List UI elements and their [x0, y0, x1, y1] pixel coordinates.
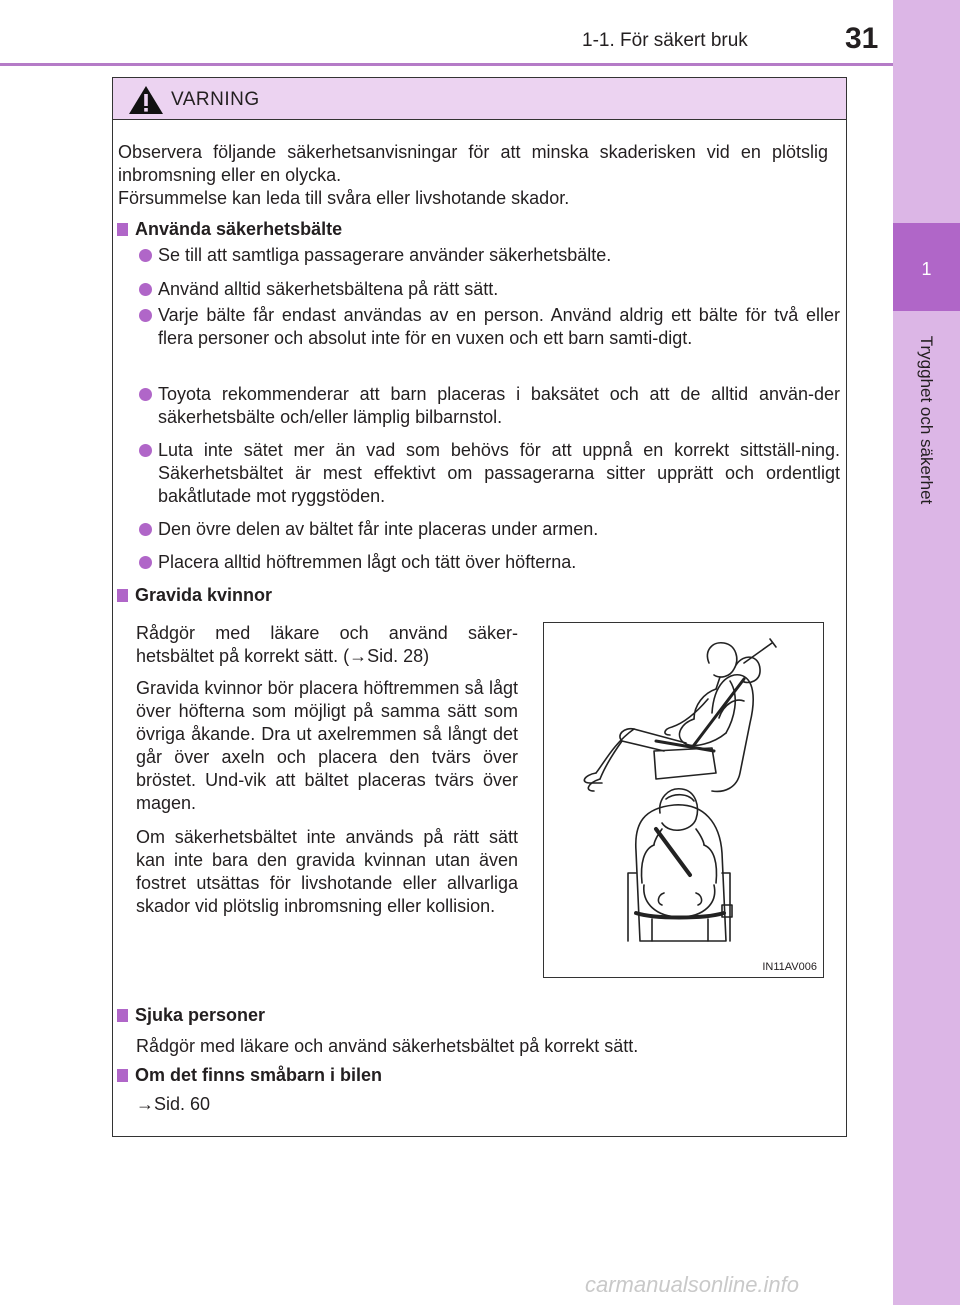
side-tab	[893, 0, 960, 1305]
square-bullet-icon	[117, 1009, 128, 1022]
pregnant-para-3: Om säkerhetsbältet inte används på rätt sätt kan inte bara den gravida kvinnan utan även fostret utsättas för livshotande eller allvarliga skador vid plötslig inbromsning eller kollision.	[136, 827, 518, 916]
square-bullet-icon	[117, 1069, 128, 1082]
pregnant-heading: Gravida kvinnor	[135, 585, 273, 605]
section-title: 1-1. För säkert bruk	[582, 30, 748, 51]
page-number: 31	[845, 22, 879, 55]
warning-intro-2: Försummelse kan leda till svåra eller livshotande skador.	[118, 188, 570, 208]
pregnant-para-1: Rådgör med läkare och använd säker-hetsbältet på korrekt sätt. (→Sid. 28)	[136, 623, 518, 666]
seatbelt-bullet: Varje bälte får endast användas av en person. Använd aldrig ett bälte för två eller flera personer och absolut inte för en vuxen och ett barn samti-digt.	[158, 305, 840, 348]
pregnant-para-2: Gravida kvinnor bör placera höftremmen så lågt över höfterna som möjligt på samma sätt som övriga åkande. Dra ut axelremmen så långt det går över axeln och placera den tvärs över bröstet. Und-vik att bältet placeras tvärs över magen.	[136, 678, 518, 813]
seatbelt-bullet: Använd alltid säkerhetsbältena på rätt sätt.	[158, 279, 499, 299]
figure-code: IN11AV006	[762, 961, 817, 973]
seatbelt-bullet: Toyota rekommenderar att barn placeras i baksätet och att de alltid använ-der säkerhetsbälte och/eller lämplig bilbarnstol.	[158, 384, 840, 427]
header-rule	[0, 63, 893, 66]
ill-text: Rådgör med läkare och använd säkerhetsbältet på korrekt sätt.	[136, 1036, 639, 1056]
round-bullet-icon	[139, 283, 152, 296]
round-bullet-icon	[139, 249, 152, 262]
round-bullet-icon	[139, 523, 152, 536]
round-bullet-icon	[139, 309, 152, 322]
watermark: carmanualsonline.info	[585, 1272, 800, 1297]
seatbelt-bullet: Placera alltid höftremmen lågt och tätt över höfterna.	[158, 552, 577, 572]
warning-header	[113, 78, 846, 120]
children-heading: Om det finns småbarn i bilen	[135, 1065, 383, 1085]
warning-intro-1: Observera följande säkerhetsanvisningar för att minska skaderisken vid en plötslig inbromsning eller en olycka.	[118, 142, 828, 185]
children-text: →Sid. 60	[136, 1094, 211, 1114]
ill-heading: Sjuka personer	[135, 1005, 266, 1025]
seatbelt-bullet: Luta inte sätet mer än vad som behövs för att uppnå en korrekt sittställ-ning. Säkerhetsbältet är mest effektivt om passagerarna sitter upprätt och ordentligt bakåtlutade mot ryggstöden.	[158, 440, 840, 506]
round-bullet-icon	[139, 444, 152, 457]
round-bullet-icon	[139, 388, 152, 401]
round-bullet-icon	[139, 556, 152, 569]
seatbelt-heading: Använda säkerhetsbälte	[135, 219, 343, 239]
chapter-tab	[893, 223, 960, 311]
chapter-title: Trygghet och säkerhet	[917, 335, 936, 505]
square-bullet-icon	[117, 589, 128, 602]
seatbelt-bullet: Den övre delen av bältet får inte placeras under armen.	[158, 519, 599, 539]
square-bullet-icon	[117, 223, 128, 236]
pregnant-seatbelt-illustration	[543, 622, 824, 978]
warning-triangle-icon	[128, 85, 164, 115]
pregnant-woman-seatbelt-drawing	[544, 623, 825, 953]
warning-label: VARNING	[171, 89, 260, 110]
chapter-number: 1	[921, 259, 932, 279]
seatbelt-bullet: Se till att samtliga passagerare använder säkerhetsbälte.	[158, 245, 612, 265]
